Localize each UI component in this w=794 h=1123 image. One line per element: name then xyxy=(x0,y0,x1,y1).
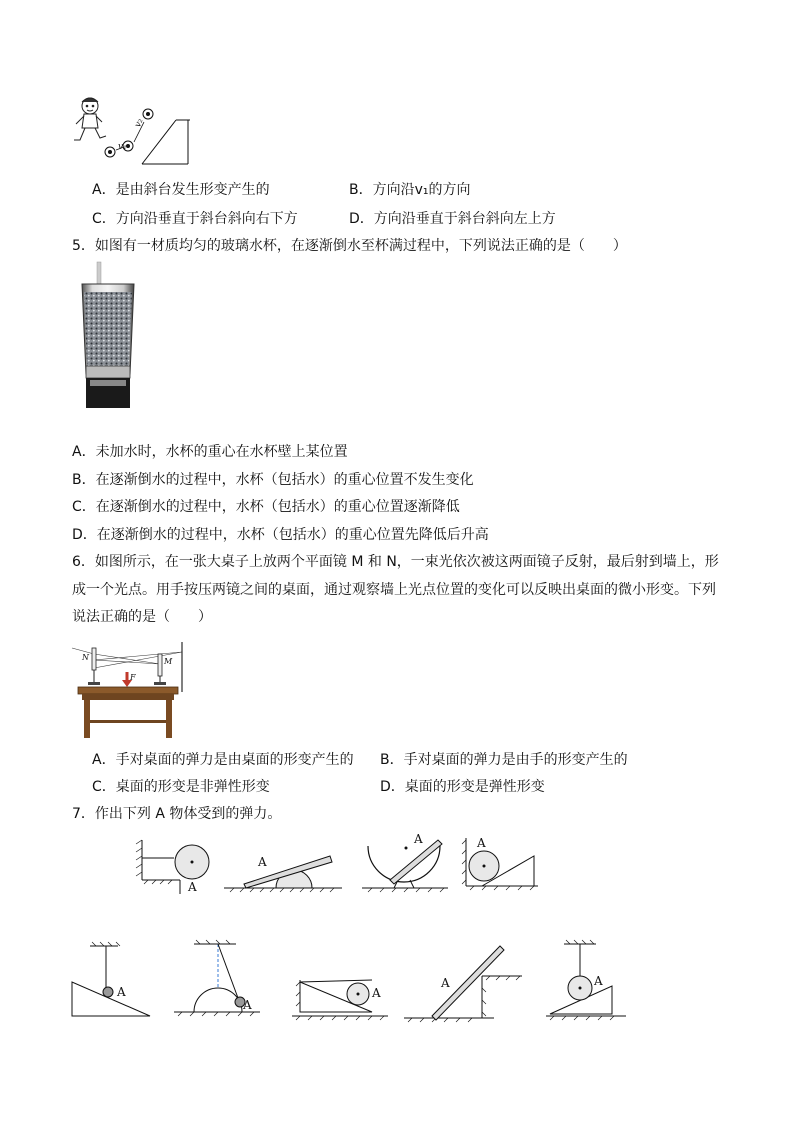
q6-label-f: F xyxy=(130,673,136,682)
q6-option-a[interactable]: A．手对桌面的弹力是由桌面的形变产生的 xyxy=(92,752,354,768)
q6-option-d[interactable]: D．桌面的形变是弹性形变 xyxy=(380,779,545,795)
q7-fig5-hanging-ball-incline xyxy=(70,942,154,1020)
q5-option-b[interactable]: B．在逐渐倒水的过程中，水杯（包括水）的重心位置不发生变化 xyxy=(72,472,474,488)
q6-stem-line1: 6．如图所示，在一张大桌子上放两个平面镜 M 和 N，一束光依次被这两面镜子反射，最后射到墙上，形 xyxy=(72,554,719,570)
q7-fig3-label-a: A xyxy=(414,832,423,846)
q7-fig8-rod-on-step xyxy=(404,942,524,1022)
q7-fig2-label-a: A xyxy=(258,855,267,869)
q7-fig4-label-a: A xyxy=(477,836,486,850)
q4-figure xyxy=(72,94,192,166)
q6-table-mirror-figure xyxy=(72,640,186,740)
q4-option-c[interactable]: C．方向沿垂直于斜台斜向右下方 xyxy=(92,211,298,227)
q6-option-b[interactable]: B．手对桌面的弹力是由手的形变产生的 xyxy=(380,752,628,768)
q4-option-d[interactable]: D．方向沿垂直于斜台斜向左上方 xyxy=(349,211,556,227)
q5-option-c[interactable]: C．在逐渐倒水的过程中，水杯（包括水）的重心位置逐渐降低 xyxy=(72,499,460,515)
q7-fig1-label-a: A xyxy=(188,880,197,894)
q7-fig8-label-a: A xyxy=(441,976,450,990)
q7-fig6-label-a: A xyxy=(243,998,252,1012)
q7-fig7-label-a: A xyxy=(372,986,381,1000)
q7-fig1-ball-corner xyxy=(134,836,214,896)
q6-option-c[interactable]: C．桌面的形变是非弹性形变 xyxy=(92,779,270,795)
q6-stem-line3: 说法正确的是（ ） xyxy=(72,609,212,625)
incline xyxy=(142,120,190,164)
q6-label-m: M xyxy=(164,657,173,666)
q5-stem: 5．如图有一材质均匀的玻璃水杯，在逐渐倒水至杯满过程中，下列说法正确的是（ ） xyxy=(72,238,627,254)
q4-option-b[interactable]: B．方向沿v₁的方向 xyxy=(349,182,471,198)
q7-fig3-rod-in-bowl xyxy=(362,832,452,894)
q6-label-n: N xyxy=(82,653,89,662)
q6-stem-line2: 成一个光点。用手按压两镜之间的桌面，通过观察墙上光点位置的变化可以反映出桌面的微小形变。下列 xyxy=(72,582,716,598)
q7-stem: 7．作出下列 A 物体受到的弹力。 xyxy=(72,806,282,822)
q4-option-a[interactable]: A．是由斜台发生形变产生的 xyxy=(92,182,270,198)
q4-label-v2: v₂ xyxy=(133,117,146,129)
q4-label-v1: v₁ xyxy=(118,142,127,152)
q7-fig4-ball-on-wedge xyxy=(462,834,552,894)
q7-fig9-hanging-ball-wedge xyxy=(546,940,630,1022)
q5-option-d[interactable]: D．在逐渐倒水的过程中，水杯（包括水）的重心位置先降低后升高 xyxy=(72,527,489,543)
q7-fig2-rod-on-hemisphere xyxy=(224,846,344,892)
q7-fig9-label-a: A xyxy=(594,974,603,988)
boy-illustration xyxy=(74,98,106,140)
q7-fig5-label-a: A xyxy=(117,985,126,999)
soccer-balls xyxy=(105,109,153,157)
q5-glass-figure xyxy=(80,262,136,410)
q5-option-a[interactable]: A．未加水时，水杯的重心在水杯壁上某位置 xyxy=(72,444,348,460)
